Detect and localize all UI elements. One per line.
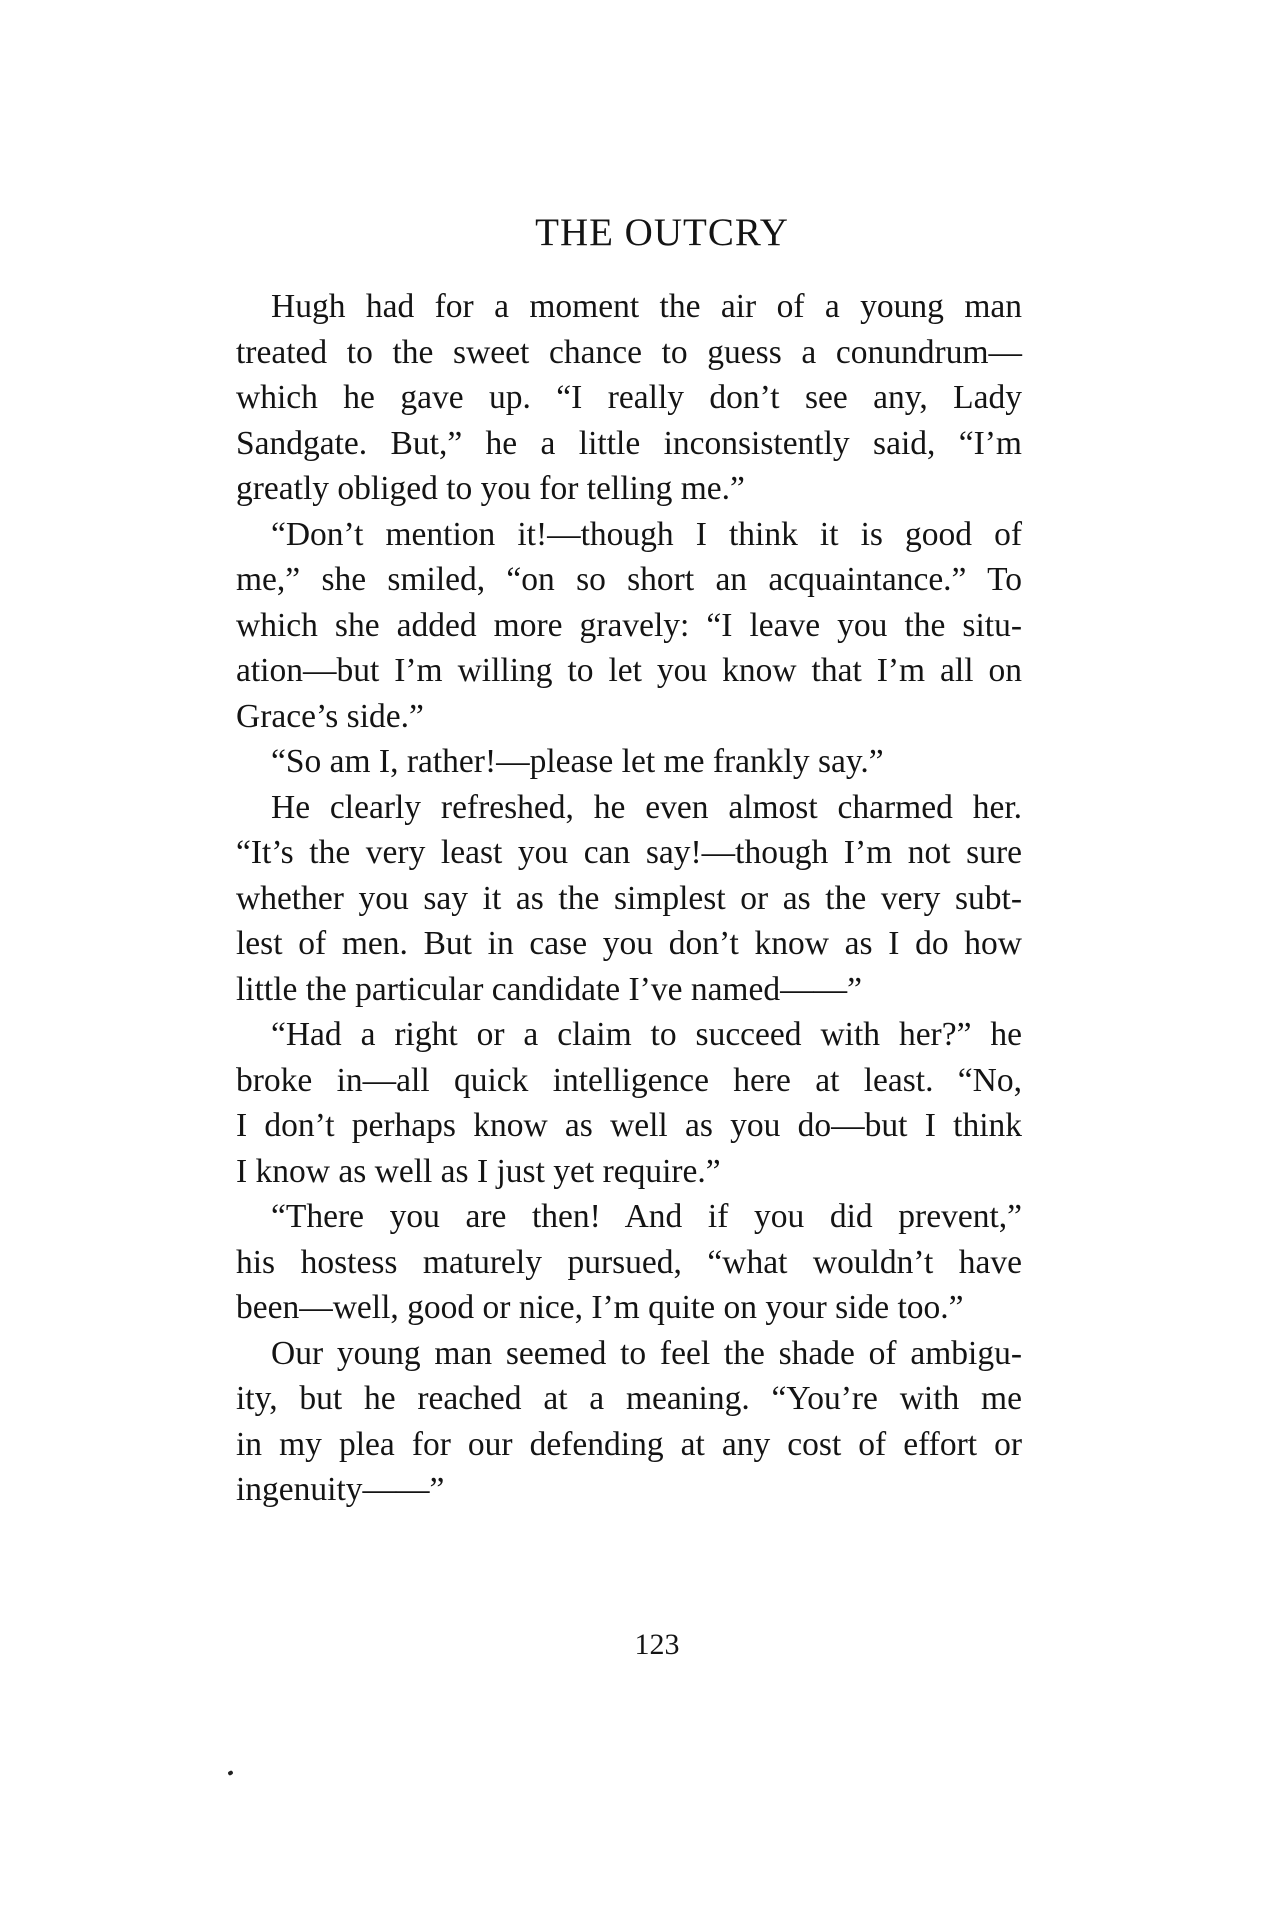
ink-speck — [227, 1770, 233, 1776]
body-text — [236, 284, 1022, 1513]
text-line: Hugh had for a moment the air of a young man — [271, 288, 1022, 325]
text-line: greatly obliged to you for telling me.” — [236, 470, 745, 507]
text-line: which he gave up. “I really don’t see any, Lady — [236, 379, 1022, 416]
text-line: Our young man seemed to feel the shade of ambigu- — [271, 1334, 1022, 1372]
text-line: I know as well as I just yet require.” — [236, 1152, 721, 1190]
text-line: in my plea for our defending at any cost of effort or — [236, 1425, 1022, 1463]
text-line: been—well, good or nice, I’m quite on your side too.” — [236, 1289, 964, 1326]
running-head: THE OUTCRY — [535, 211, 789, 254]
text-line: Grace’s side.” — [236, 697, 424, 735]
text-line: I don’t perhaps know as well as you do—but I think — [236, 1107, 1022, 1144]
text-line: “Had a right or a claim to succeed with her?” he — [271, 1016, 1022, 1053]
text-line: broke in—all quick intelligence here at least. “No, — [236, 1061, 1022, 1099]
text-line: lest of men. But in case you don’t know as I do how — [236, 925, 1022, 962]
text-line: Sandgate. But,” he a little inconsistently said, “I’m — [236, 424, 1022, 462]
text-line: “It’s the very least you can say!—though I’m not sure — [236, 834, 1022, 871]
text-line: little the particular candidate I’ve named——” — [236, 970, 862, 1008]
text-line: “So am I, rather!—please let me frankly say.” — [271, 743, 884, 780]
text-line: whether you say it as the simplest or as the very subt- — [236, 879, 1022, 917]
text-line: He clearly refreshed, he even almost charmed her. — [271, 788, 1022, 826]
text-line: his hostess maturely pursued, “what wouldn’t have — [236, 1243, 1022, 1281]
text-line: “Don’t mention it!—though I think it is good of — [271, 515, 1022, 553]
text-line: which she added more gravely: “I leave you the situ- — [236, 606, 1022, 644]
text-line: me,” she smiled, “on so short an acquaintance.” To — [236, 561, 1022, 598]
text-line: ation—but I’m willing to let you know that I’m all on — [236, 652, 1022, 689]
text-line: ingenuity——” — [236, 1471, 445, 1508]
text-line: ity, but he reached at a meaning. “You’re with me — [236, 1380, 1022, 1417]
text-line: “There you are then! And if you did prevent,” — [271, 1198, 1022, 1235]
text-line: treated to the sweet chance to guess a conundrum— — [236, 333, 1022, 371]
page-number: 123 — [634, 1628, 680, 1661]
